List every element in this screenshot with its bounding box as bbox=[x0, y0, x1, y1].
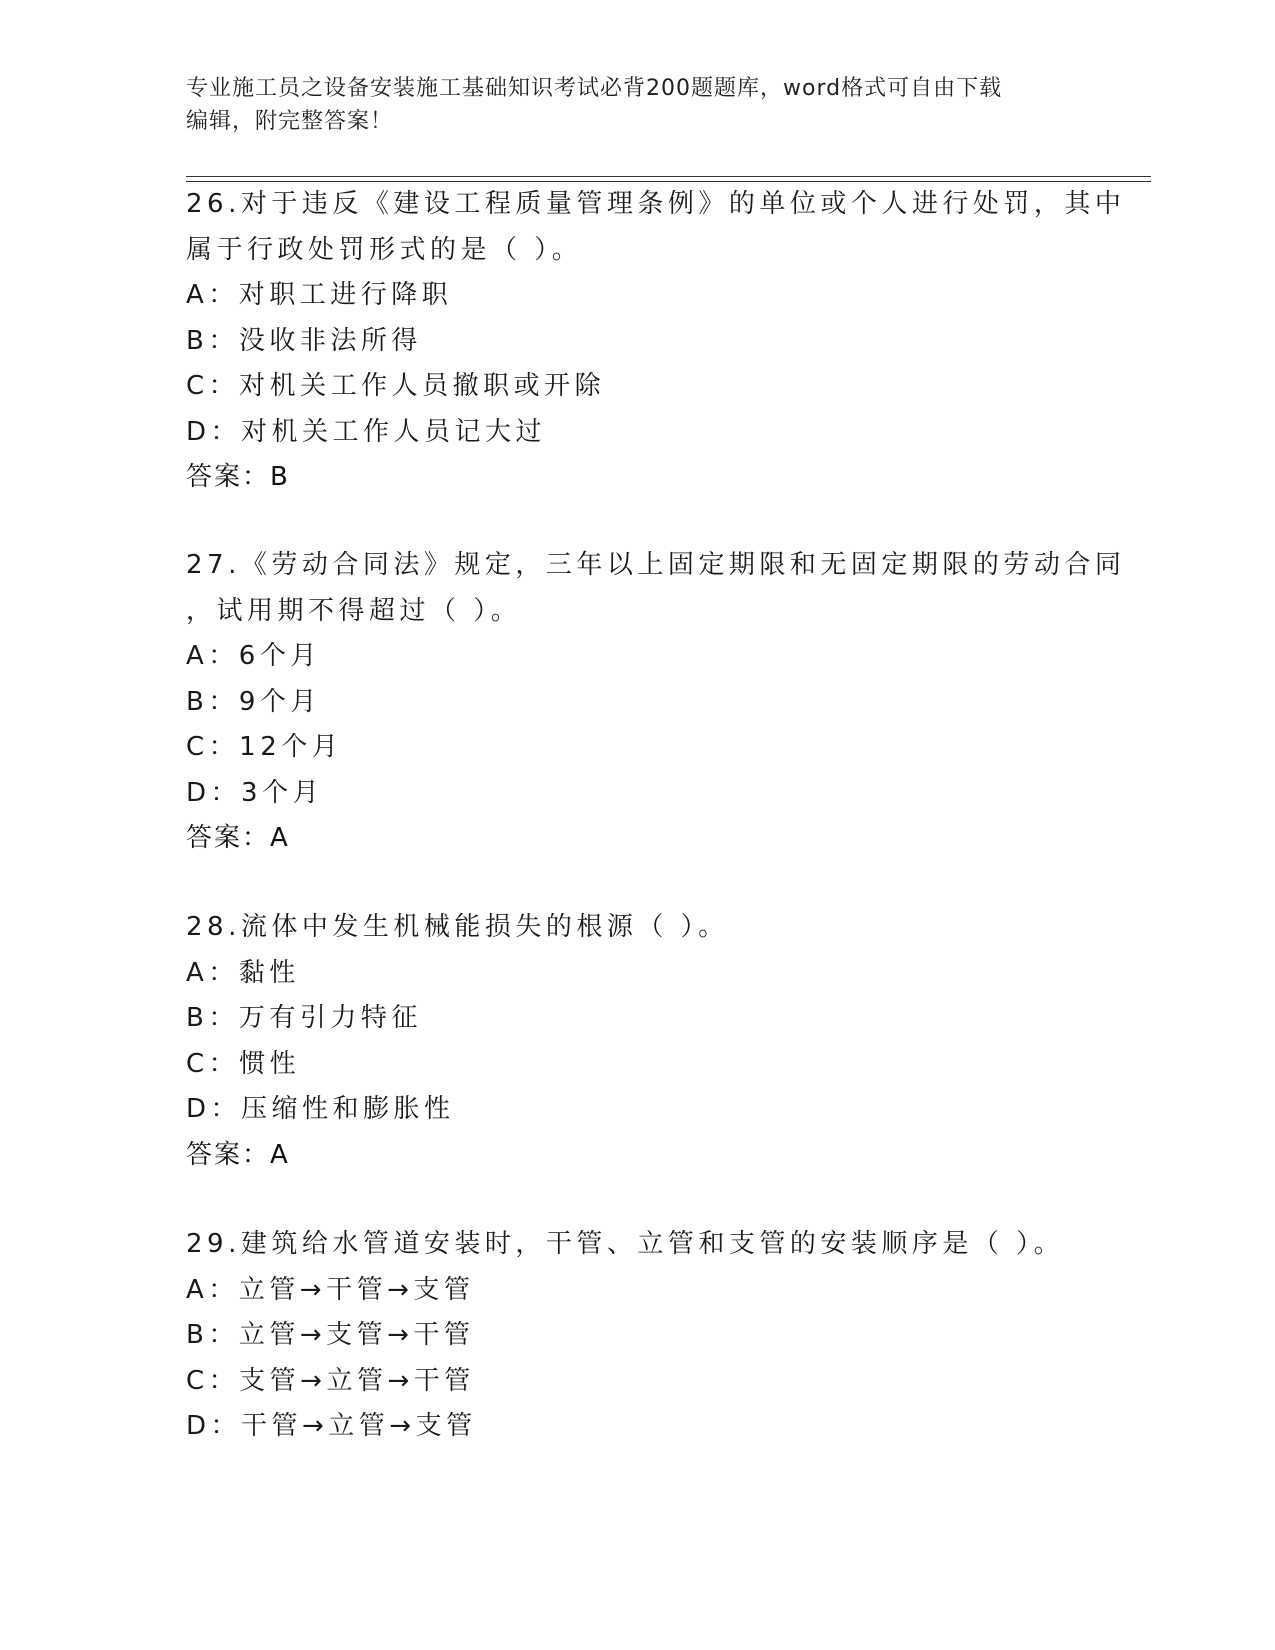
question-27 bbox=[186, 543, 1146, 862]
option-c: C：12个月 bbox=[186, 732, 343, 762]
answer: 答案：A bbox=[186, 823, 290, 853]
question-stem-line: 29.建筑给水管道安装时，干管、立管和支管的安装顺序是（ ）。 bbox=[186, 1229, 1065, 1259]
question-26 bbox=[186, 182, 1146, 501]
option-d: D：对机关工作人员记大过 bbox=[186, 416, 547, 447]
question-stem-line: 27.《劳动合同法》规定，三年以上固定期限和无固定期限的劳动合同 bbox=[186, 550, 1126, 580]
option-c: C：对机关工作人员撤职或开除 bbox=[186, 371, 606, 401]
header-rule-top bbox=[186, 176, 1151, 177]
header-line-2: 编辑，附完整答案！ bbox=[186, 109, 394, 134]
option-a: A：6个月 bbox=[186, 641, 321, 671]
question-28 bbox=[186, 905, 1146, 1178]
header-line-1: 专业施工员之设备安装施工基础知识考试必背200题题库，word格式可自由下载 bbox=[186, 76, 1003, 101]
option-a: A：黏性 bbox=[186, 957, 300, 988]
option-c: C：惯性 bbox=[186, 1048, 301, 1079]
option-c: C：支管→立管→干管 bbox=[186, 1365, 475, 1396]
option-d: D：3个月 bbox=[186, 777, 324, 808]
answer: 答案：A bbox=[186, 1139, 290, 1170]
answer: 答案：B bbox=[186, 462, 290, 492]
option-d: D：干管→立管→支管 bbox=[186, 1411, 477, 1441]
question-stem-line: 26.对于违反《建设工程质量管理条例》的单位或个人进行处罚，其中 bbox=[186, 189, 1126, 219]
option-d: D：压缩性和膨胀性 bbox=[186, 1094, 455, 1124]
option-b: B：没收非法所得 bbox=[186, 325, 422, 356]
question-stem-line: ，试用期不得超过（ ）。 bbox=[186, 595, 522, 626]
option-a: A：立管→干管→支管 bbox=[186, 1274, 475, 1305]
option-b: B：9个月 bbox=[186, 686, 321, 717]
question-stem-line: 28.流体中发生机械能损失的根源（ ）。 bbox=[186, 912, 729, 942]
question-29 bbox=[186, 1222, 1146, 1450]
document-header bbox=[186, 72, 1086, 138]
option-b: B：立管→支管→干管 bbox=[186, 1320, 475, 1350]
question-stem-line: 属于行政处罚形式的是（ ）。 bbox=[186, 234, 583, 265]
option-b: B：万有引力特征 bbox=[186, 1003, 422, 1033]
option-a: A：对职工进行降职 bbox=[186, 280, 453, 310]
